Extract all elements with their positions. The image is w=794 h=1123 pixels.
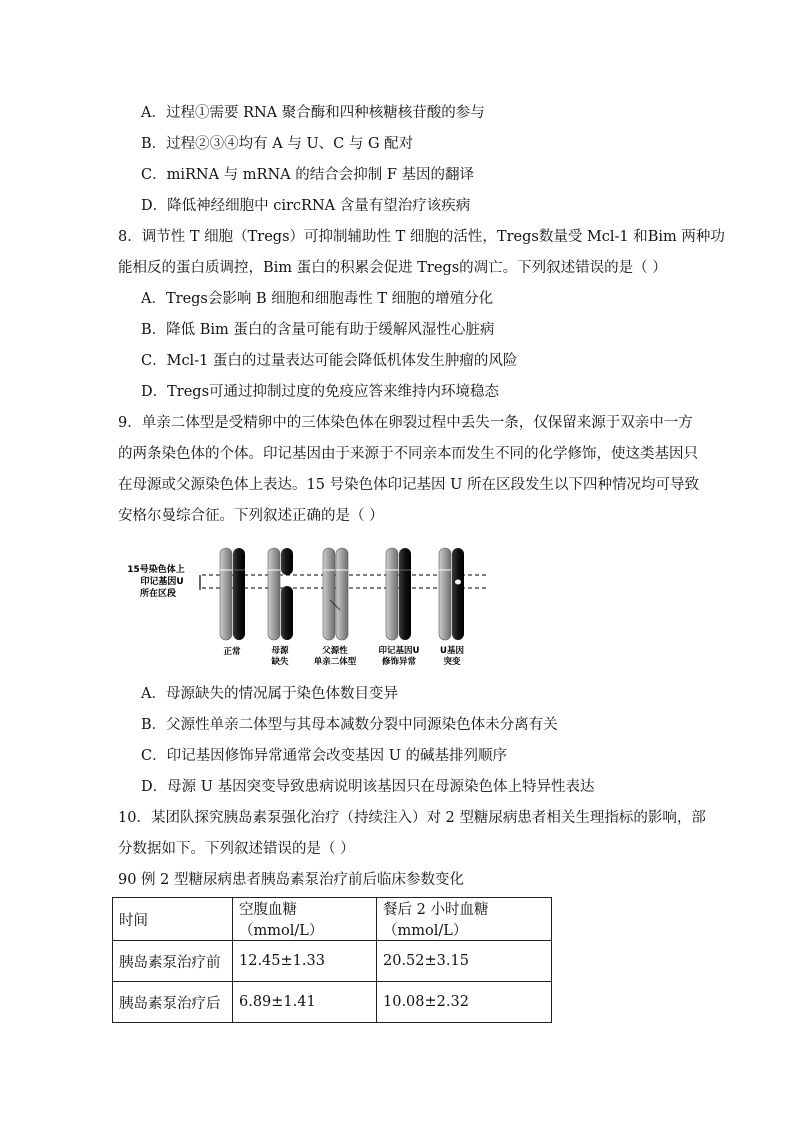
q8-stem-line: 能相反的蛋白质调控，Bim 蛋白的积累会促进 Tregs的凋亡。下列叙述错误的是（ ）: [118, 260, 667, 276]
q7-option-d: D．降低神经细胞中 circRNA 含量有望治疗该疾病: [141, 198, 471, 214]
q10-table-title: 90 例 2 型糖尿病患者胰岛素泵治疗前后临床参数变化: [118, 872, 465, 888]
chromosome-pair-imprinting-defect: [386, 548, 411, 640]
chromosome-figure: [118, 540, 488, 672]
q9-stem-line: 的两条染色体的个体。印记基因由于来源于不同亲本而发生不同的化学修饰，使这类基因只: [118, 446, 698, 462]
table-cell: 12.45±1.33: [233, 941, 377, 982]
caption-u-mutation-line: U基因: [440, 646, 464, 656]
q10-stem-line: 10．某团队探究胰岛素泵强化治疗（持续注入）对 2 型糖尿病患者相关生理指标的影响，部: [118, 810, 706, 826]
figure-side-label-line: 15号染色体上: [127, 565, 185, 575]
caption-imprinting-line: 修饰异常: [381, 657, 417, 667]
q8-stem-line: 8．调节性 T 细胞（Tregs）可抑制辅助性 T 细胞的活性，Tregs数量受 Mcl-1 和Bim 两种功: [118, 229, 725, 245]
table-row: [113, 982, 552, 1023]
chromosome-pair-paternal-upd: [323, 548, 348, 640]
chromosome-pair-u-mutation: [439, 548, 464, 640]
table-row: [113, 941, 552, 982]
table-header-cell: 时间: [113, 898, 233, 941]
caption-u-mutation-line: 突变: [443, 657, 461, 667]
q8-option-b: B．降低 Bim 蛋白的含量可能有助于缓解风湿性心脏病: [141, 322, 495, 338]
table-header-cell: 空腹血糖（mmol/L）: [233, 898, 377, 941]
q7-option-c: C．miRNA 与 mRNA 的结合会抑制 F 基因的翻译: [141, 167, 474, 183]
caption-paternal-upd-line: 父源性: [322, 646, 348, 656]
q9-stem-line: 安格尔曼综合征。下列叙述正确的是（ ）: [118, 508, 384, 524]
caption-maternal-deletion-line: 母源: [271, 646, 289, 656]
q9-option-c: C．印记基因修饰异常通常会改变基因 U 的碱基排列顺序: [141, 748, 508, 764]
table-header-cell: 餐后 2 小时血糖（mmol/L）: [377, 898, 552, 941]
q8-option-a: A．Tregs会影响 B 细胞和细胞毒性 T 细胞的增殖分化: [141, 291, 494, 307]
q7-option-b: B．过程②③④均有 A 与 U、C 与 G 配对: [141, 136, 414, 152]
table-cell: 6.89±1.41: [233, 982, 377, 1023]
caption-paternal-upd-line: 单亲二体型: [313, 657, 357, 667]
caption-maternal-deletion-line: 缺失: [271, 657, 289, 667]
table-cell: 胰岛素泵治疗前: [113, 941, 233, 982]
q8-option-d: D．Tregs可通过抑制过度的免疫应答来维持内环境稳态: [141, 384, 500, 400]
q10-data-table: [112, 897, 552, 1023]
q9-stem-line: 9．单亲二体型是受精卵中的三体染色体在卵裂过程中丢失一条，仅保留来源于双亲中一方: [118, 415, 693, 431]
q9-option-d: D．母源 U 基因突变导致患病说明该基因只在母源染色体上特异性表达: [141, 779, 595, 795]
chromosome-pair-maternal-deletion: [268, 548, 293, 640]
table-cell: 10.08±2.32: [377, 982, 552, 1023]
chromosome-pair-normal: [220, 548, 245, 640]
figure-side-label-line: 印记基因U: [140, 577, 184, 587]
q7-option-a: A．过程①需要 RNA 聚合酶和四种核糖核苷酸的参与: [141, 105, 485, 121]
table-cell: 胰岛素泵治疗后: [113, 982, 233, 1023]
caption-imprinting-line: 印记基因U: [378, 646, 420, 656]
q8-option-c: C．Mcl-1 蛋白的过量表达可能会降低机体发生肿瘤的风险: [141, 353, 518, 369]
q9-option-a: A．母源缺失的情况属于染色体数目变异: [141, 686, 398, 702]
q9-option-b: B．父源性单亲二体型与其母本减数分裂中同源染色体未分离有关: [141, 717, 558, 733]
figure-side-label-line: 所在区段: [139, 589, 177, 599]
q10-stem-line: 分数据如下。下列叙述错误的是（ ）: [118, 841, 355, 857]
table-cell: 20.52±3.15: [377, 941, 552, 982]
table-header-row: [113, 898, 552, 941]
q9-stem-line: 在母源或父源染色体上表达。15 号染色体印记基因 U 所在区段发生以下四种情况均可导致: [118, 477, 699, 493]
caption-normal: 正常: [223, 647, 241, 657]
